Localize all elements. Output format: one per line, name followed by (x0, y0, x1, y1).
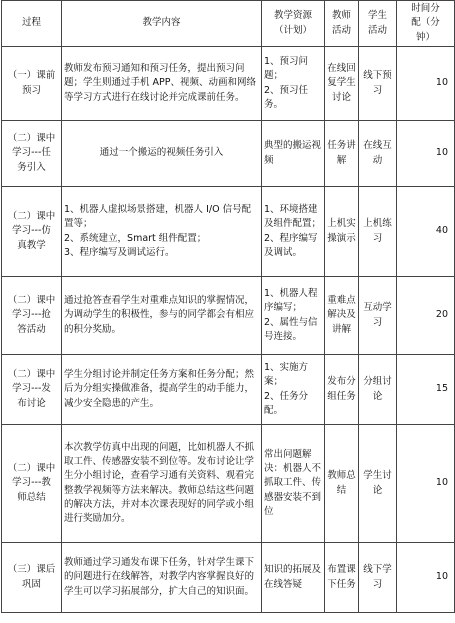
row-content: 教师发布预习通知和预习任务，提出预习问题；学生则通过手机 APP、视频、动画和网络等学习方式进行在线讨论并完成课前任务。 (62, 47, 262, 121)
row-content: 通过一个搬运的视频任务引入 (62, 121, 262, 187)
row-process: （二）课中 学习---教 师总结 (2, 425, 62, 543)
table-row (2, 425, 455, 543)
table-row (2, 47, 455, 121)
row-time: 15 (397, 355, 455, 425)
header-content: 教学内容 (62, 1, 262, 47)
row-process: （一）课前 预习 (2, 47, 62, 121)
row-teacher: 发布分组任务 (325, 355, 359, 425)
row-time: 10 (397, 425, 455, 543)
row-resources: 常出问题解决：机器人不抓取工件、传感器安装不到位 (262, 425, 325, 543)
row-student: 线下学习 (359, 543, 397, 613)
table-row (2, 543, 455, 613)
table-header-row (2, 1, 455, 47)
header-time: 时间分 配（分 钟） (397, 1, 455, 47)
row-content: 1、机器人虚拟场景搭建，机器人 I/O 信号配置等； 2、系统建立，Smart 组件配置； 3、程序编写及调试运行。 (62, 187, 262, 277)
row-time: 10 (397, 543, 455, 613)
row-resources: 知识的拓展及在线答疑 (262, 543, 325, 613)
row-resources: 典型的搬运视频 (262, 121, 325, 187)
row-resources: 1、环境搭建及组件配置； 2、程序编写及调试。 (262, 187, 325, 277)
row-process: （二）课中 学习---发 布讨论 (2, 355, 62, 425)
row-teacher: 教师总结 (325, 425, 359, 543)
row-student: 学生讨论 (359, 425, 397, 543)
row-content: 通过抢答查看学生对重难点知识的掌握情况，为调动学生的积极性，参与的同学都会有相应的积分奖励。 (62, 277, 262, 355)
row-time: 10 (397, 47, 455, 121)
row-process: （三）课后 巩固 (2, 543, 62, 613)
row-resources: 1、预习问题； 2、预习任务。 (262, 47, 325, 121)
lesson-plan-table (1, 0, 455, 613)
table-row (2, 121, 455, 187)
row-teacher: 布置课下任务 (325, 543, 359, 613)
header-student: 学生 活动 (359, 1, 397, 47)
row-student: 在线互动 (359, 121, 397, 187)
row-resources: 1、实施方案； 2、任务分配。 (262, 355, 325, 425)
row-student: 上机练习 (359, 187, 397, 277)
row-process: （二）课中 学习---仿 真教学 (2, 187, 62, 277)
table-row (2, 355, 455, 425)
header-process: 过程 (2, 1, 62, 47)
row-teacher: 重难点解决及讲解 (325, 277, 359, 355)
table-row (2, 187, 455, 277)
row-teacher: 任务讲解 (325, 121, 359, 187)
row-process: （二）课中 学习---任 务引入 (2, 121, 62, 187)
row-process: （二）课中 学习---抢 答活动 (2, 277, 62, 355)
row-teacher: 上机实操演示 (325, 187, 359, 277)
row-student: 分组讨论 (359, 355, 397, 425)
row-time: 40 (397, 187, 455, 277)
header-teacher: 教师 活动 (325, 1, 359, 47)
row-time: 10 (397, 121, 455, 187)
row-teacher: 在线回复学生讨论 (325, 47, 359, 121)
row-student: 线下预习 (359, 47, 397, 121)
table-row (2, 277, 455, 355)
header-resources: 教学资源 （计划） (262, 1, 325, 47)
row-resources: 1、机器人程序编写； 2、属性与信号连接。 (262, 277, 325, 355)
row-content: 本次教学仿真中出现的问题，比如机器人不抓取工件、传感器安装不到位等。发布讨论让学生分小组讨论，查看学习通有关资料、观看完整教学视频等方法来解决。教师总结这些问题的解决方法，并对本次课表现好的同学或小组进行奖励加分。 (62, 425, 262, 543)
row-time: 20 (397, 277, 455, 355)
row-content: 学生分组讨论并制定任务方案和任务分配；然后为分组实操做准备，提高学生的动手能力，减少安全隐患的产生。 (62, 355, 262, 425)
row-student: 互动学习 (359, 277, 397, 355)
row-content: 教师通过学习通发布课下任务，针对学生课下的问题进行在线解答，对教学内容掌握良好的学生可以学习拓展部分，扩大自己的知识面。 (62, 543, 262, 613)
